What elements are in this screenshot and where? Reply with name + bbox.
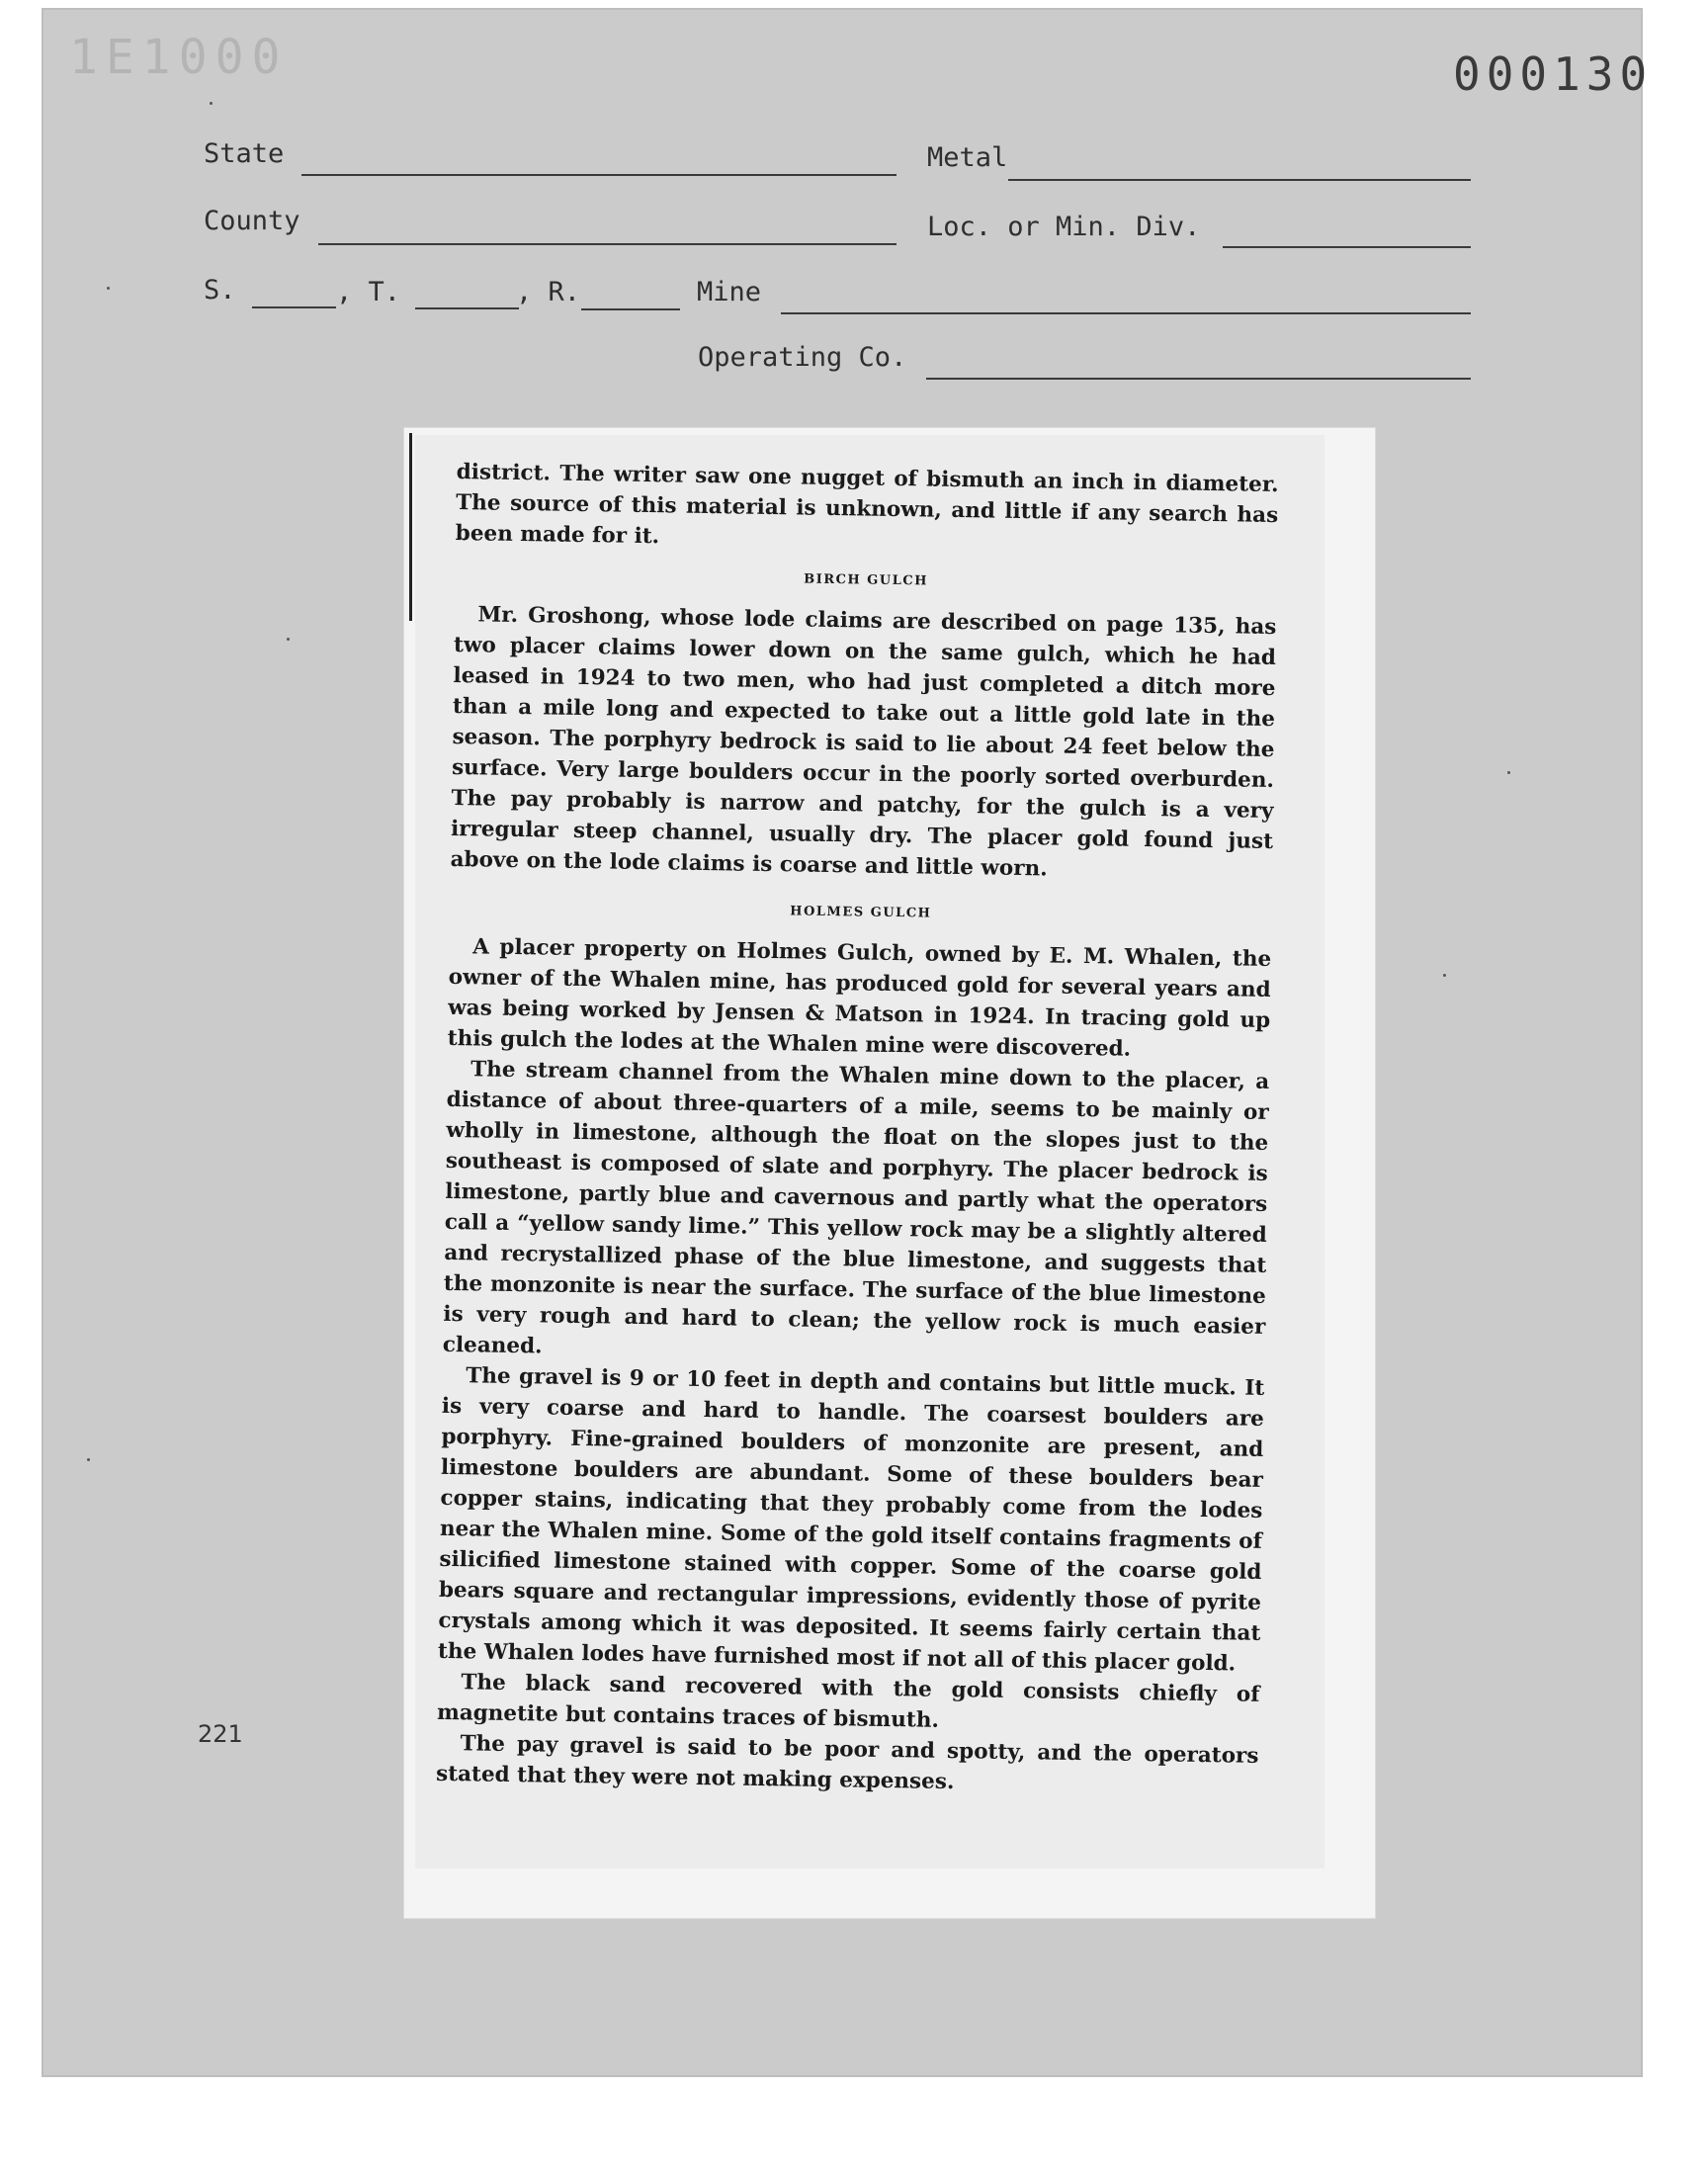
mine-label: Mine [697, 277, 762, 307]
section-label: S. [204, 275, 236, 305]
holmes-paragraph-1: A placer property on Holmes Gulch, owned by E. M. Whalen, the owner of the Whalen mine, has produced gold for several years and was being worked by Jensen & Matson in 1924. In tracing gold up this gulch the lodes at the Whalen mine were discovered. [447, 934, 1272, 1062]
holmes-paragraph-2: The stream channel from the Whalen mine down to the placer, a distance of about three-quarters of a mile, seems to be mainly or wholly in limestone, although the float on the slopes just to the southeast is composed of slate and porphyry. The placer bedrock is limestone, partly blue and cavernous and partly what the operators call a “yellow sandy lime.” This yellow rock may be a slightly altered and recrystallized phase of the blue limestone, and suggests that the monzonite is near the surface. The surface of the blue limestone is very rough and hard to clean; the yellow rock is much easier cleaned. [442, 1057, 1270, 1359]
scan-speck [1443, 974, 1446, 977]
birch-paragraph: Mr. Groshong, whose lode claims are described on page 135, has two placer claims lower down on the same gulch, which he had leased in 1924 to two men, who had just completed a ditch more than a mile long and expected to take out a little gold late in the season. The porphyry bedrock is said to lie about 24 feet below the surface. Very large boulders occur in the poorly sorted overburden. The pay probably is narrow and patchy, for the gulch is a very irregular steep channel, usually dry. The placer gold found just above on the lode claims is coarse and little worn. [450, 602, 1277, 882]
metal-label: Metal [927, 142, 1008, 173]
loc-div-label: Loc. or Min. Div. [927, 212, 1201, 242]
page-number: 221 [198, 1720, 243, 1748]
range-label: , R. [516, 277, 581, 307]
article-text [436, 457, 1279, 1802]
scan-speck [287, 638, 290, 641]
state-field[interactable] [301, 174, 897, 176]
scan-speck [107, 287, 110, 290]
faint-stamp-number: 1E1000 [69, 30, 289, 85]
holmes-paragraph-3: The gravel is 9 or 10 feet in depth and contains but little muck. It is very coarse and hard to handle. The coarsest boulders are porphyry. Fine-grained boulders of monzonite are present, and limestone boulders are abundant. Some of these boulders bear copper stains, indicating that they probably come from the lodes near the Whalen mine. Some of the gold itself contains fragments of silicified limestone stained with copper. Some of the coarse gold bears square and rectangular impressions, evidently those of pyrite crystals among which it was deposited. It seems fairly certain that the Whalen lodes have furnished most if not all of this placer gold. [437, 1363, 1265, 1677]
loc-div-field[interactable] [1223, 246, 1471, 248]
mine-field[interactable] [781, 312, 1471, 314]
margin-bar [409, 433, 412, 621]
county-field[interactable] [318, 243, 897, 245]
township-label: , T. [336, 277, 401, 307]
holmes-paragraph-5: The pay gravel is said to be poor and spotty, and the operators stated that they were not making expenses. [435, 1731, 1259, 1795]
range-field[interactable] [581, 308, 680, 310]
scan-speck [210, 102, 213, 105]
county-label: County [204, 206, 300, 236]
metal-field[interactable] [1008, 179, 1471, 181]
township-field[interactable] [415, 307, 519, 309]
intro-paragraph: district. The writer saw one nugget of bismuth an inch in diameter. The source of this material is unknown, and little if any search has been made for it. [455, 459, 1279, 550]
state-label: State [204, 138, 285, 169]
document-number: 000130 [1453, 47, 1654, 101]
scan-speck [1507, 771, 1510, 774]
operating-co-field[interactable] [926, 378, 1471, 380]
heading-birch-gulch: BIRCH GULCH [804, 571, 929, 589]
scan-speck [87, 1458, 90, 1461]
holmes-paragraph-4: The black sand recovered with the gold consists chiefly of magnetite but contains traces of bismuth. [436, 1670, 1260, 1733]
operating-co-label: Operating Co. [698, 342, 907, 373]
heading-holmes-gulch: HOLMES GULCH [790, 904, 932, 921]
section-field[interactable] [252, 306, 336, 308]
